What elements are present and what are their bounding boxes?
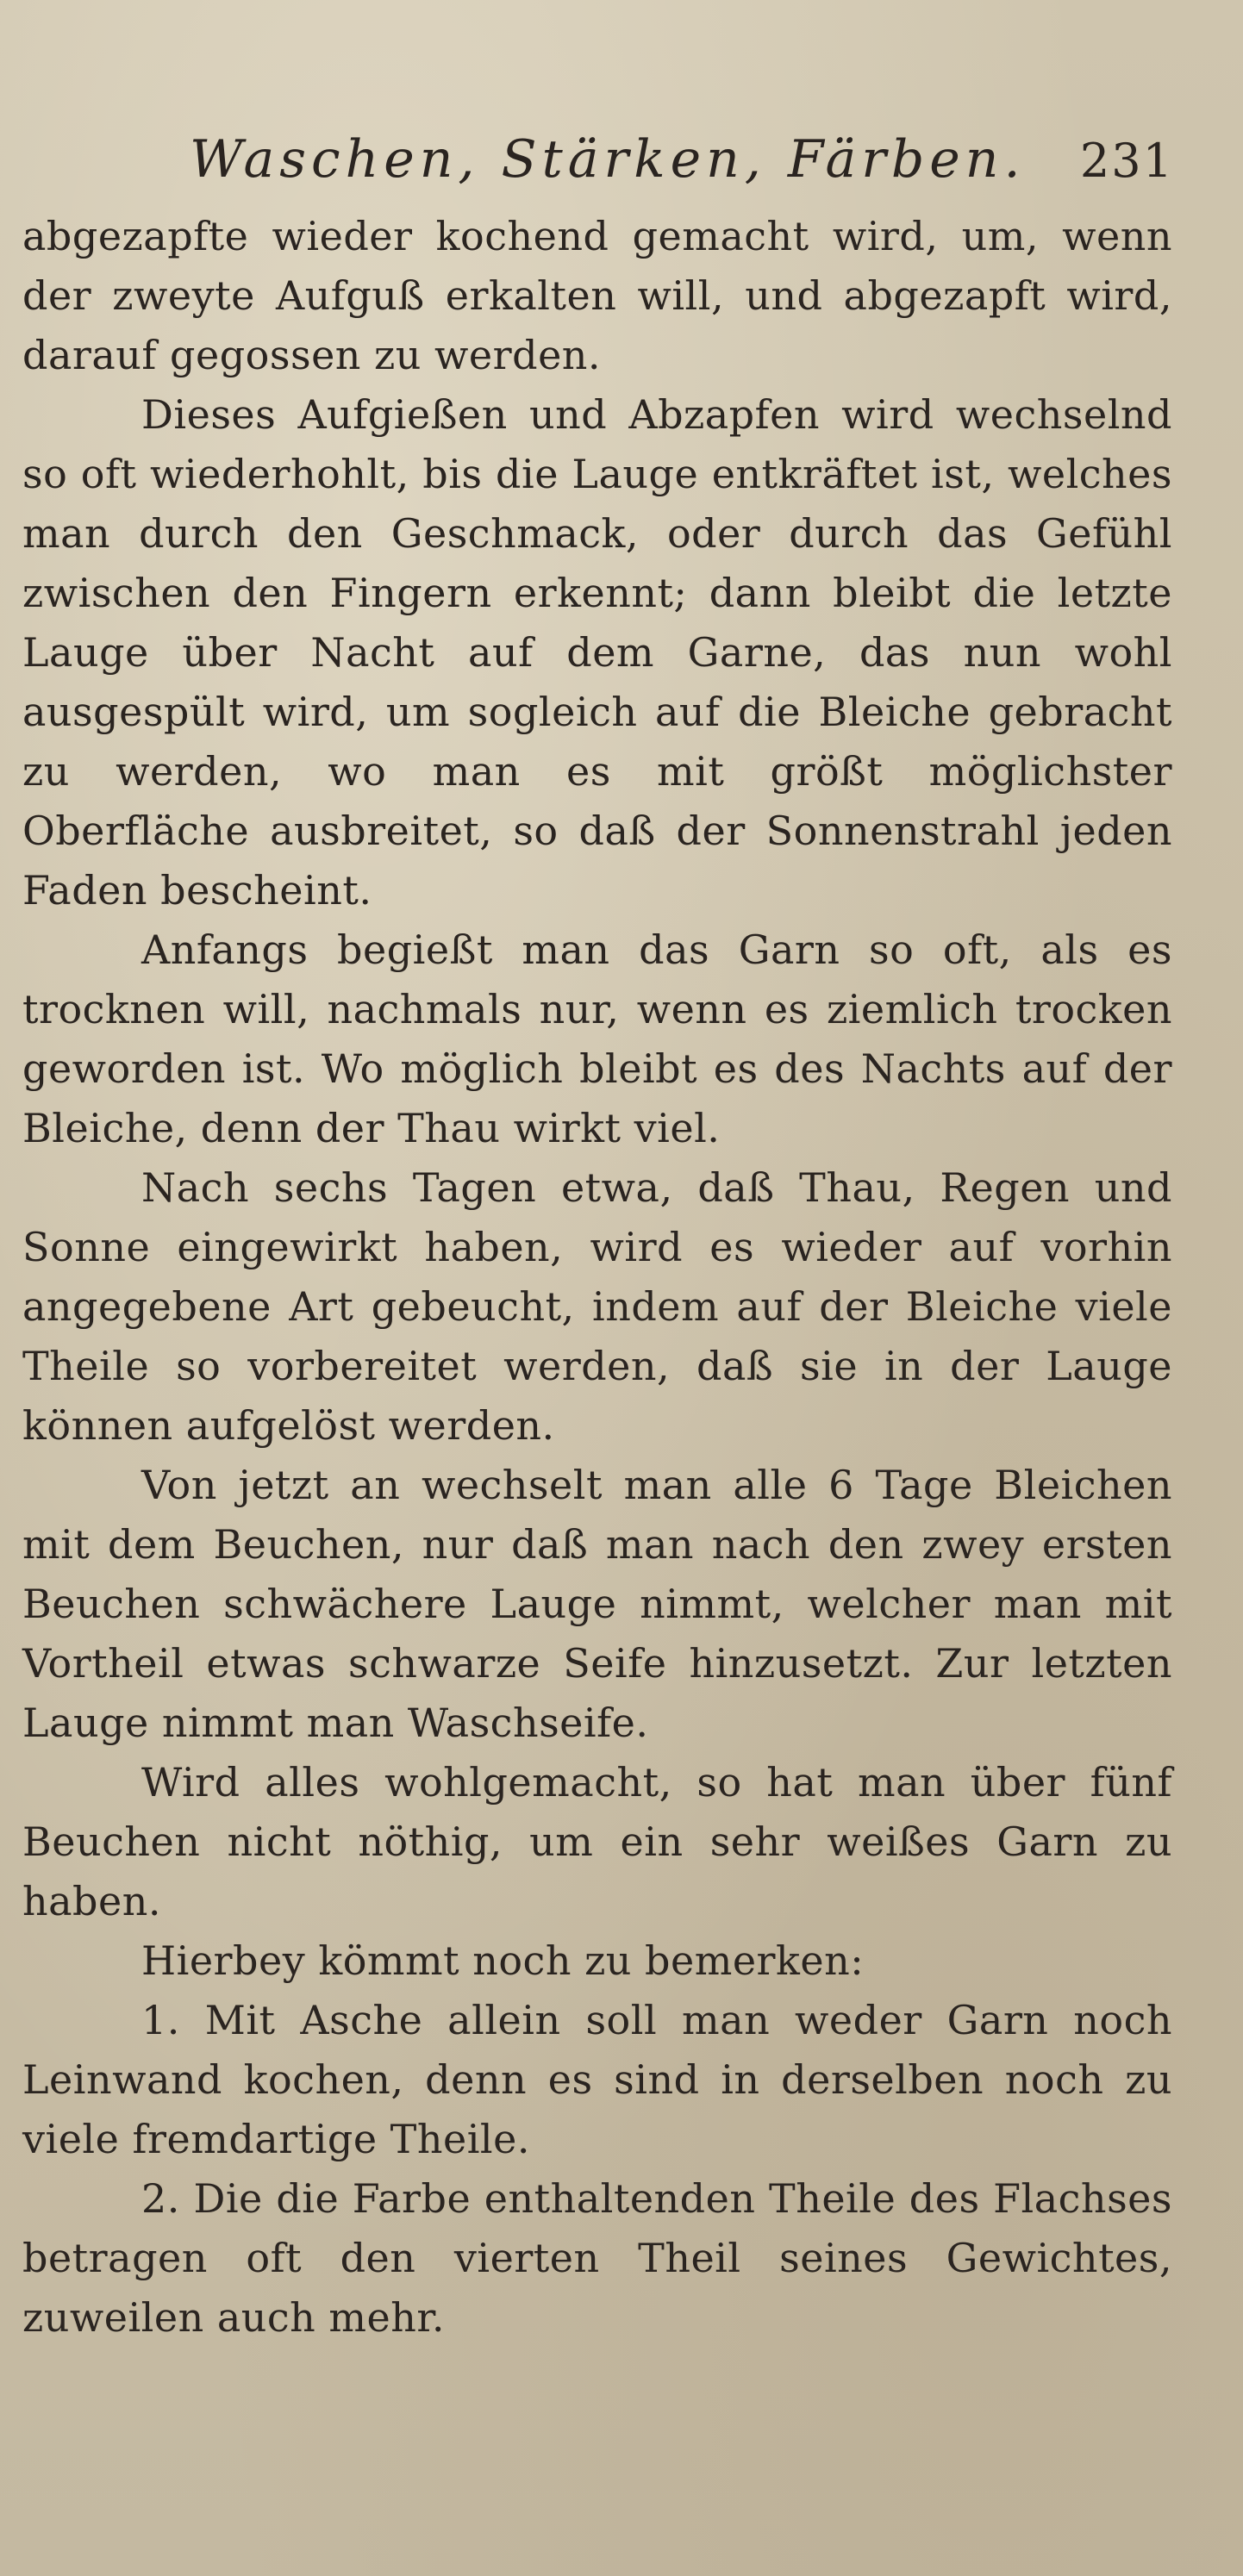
paragraph: Dieses Aufgießen und Abzapfen wird wechselnd so oft wiederhohlt, bis die Lauge entkräftet ist, welches man durch den Geschmack, oder durch das Gefühl zwischen den Fingern erkennt; dann bleibt die letzte Lauge über Nacht auf dem Garne, das nun wohl ausgespült wird, um sogleich auf die Bleiche gebracht zu werden, wo man es mit größt möglichster Oberfläche ausbreitet, so daß der Sonnenstrahl jeden Faden bescheint. — [22, 391, 1172, 914]
list-item: 1. Mit Asche allein soll man weder Garn noch Leinwand kochen, denn es sind in derselben noch zu viele fremdartige Theile. — [22, 1997, 1172, 2162]
list-item: 2. Die die Farbe enthaltenden Theile des Flachses betragen oft den vierten Theil seines Gewichtes, zuweilen auch mehr. — [22, 2175, 1172, 2341]
paragraph: Nach sechs Tagen etwa, daß Thau, Regen und Sonne eingewirkt haben, wird es wieder auf vorhin angegebene Art gebeucht, indem auf der Bleiche viele Theile so vorbereitet werden, daß sie in der Lauge können aufgelöst werden. — [22, 1164, 1172, 1449]
paragraph: Hierbey kömmt noch zu bemerken: — [141, 1937, 865, 1984]
running-head — [190, 129, 1174, 190]
body-text — [22, 207, 1172, 2348]
paragraph: Wird alles wohlgemacht, so hat man über fünf Beuchen nicht nöthig, um ein sehr weißes Garn zu haben. — [22, 1759, 1172, 1924]
running-title: Waschen, Stärken, Färben. — [190, 129, 1026, 190]
paragraph: Von jetzt an wechselt man alle 6 Tage Bleichen mit dem Beuchen, nur daß man nach den zwey ersten Beuchen schwächere Lauge nimmt, welcher man mit Vortheil etwas schwarze Seife hinzusetzt. Zur letzten Lauge nimmt man Waschseife. — [22, 1462, 1172, 1746]
page-number: 231 — [1079, 134, 1174, 188]
paragraph-continuation: abgezapfte wieder kochend gemacht wird, um, wenn der zweyte Aufguß erkalten will, und abgezapft wird, darauf gegossen zu werden. — [22, 213, 1172, 378]
paragraph: Anfangs begießt man das Garn so oft, als es trocknen will, nachmals nur, wenn es ziemlich trocken geworden ist. Wo möglich bleibt es des Nachts auf der Bleiche, denn der Thau wirkt viel. — [22, 926, 1172, 1151]
